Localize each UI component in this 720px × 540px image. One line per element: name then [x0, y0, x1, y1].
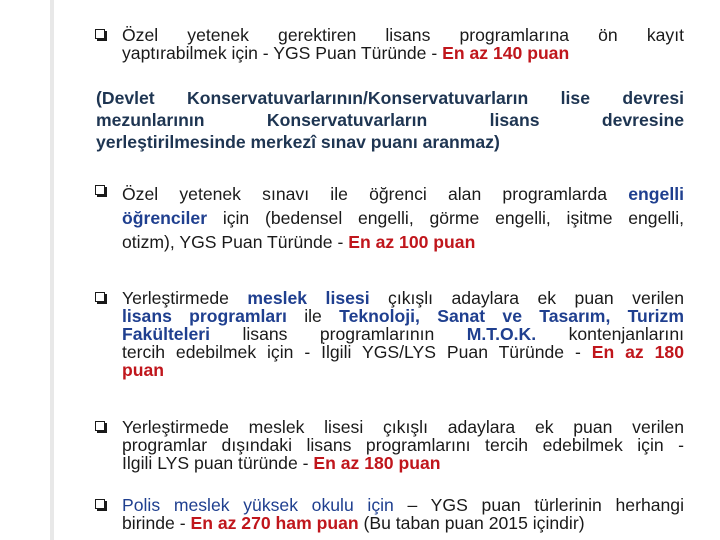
text-run: Fakülteleri: [122, 324, 211, 344]
text-line: [122, 307, 684, 325]
text-run: En az 140 puan: [442, 43, 570, 63]
text-run: yaptırabilmek için - YGS Puan Türünde -: [122, 43, 443, 63]
text-run: (Devlet Konservatuvarlarının/Konservatuvarların lise devresi: [96, 88, 684, 108]
text-run: En az 100 puan: [348, 232, 476, 252]
text-run: için (bedensel engelli, görme engelli, işitme engelli,: [207, 208, 684, 228]
text-run: – YGS puan türlerinin herhangi: [393, 495, 684, 515]
text-run: otizm), YGS Puan Türünde -: [122, 232, 349, 252]
note-paragraph: [96, 87, 684, 153]
item-text: [122, 182, 684, 254]
item-text: [122, 289, 684, 379]
text-line: [122, 436, 684, 454]
list-item-3: [122, 289, 684, 379]
text-line: [122, 26, 684, 44]
text-run: tercih edebilmek için - İlgili YGS/LYS Puan Türünde -: [122, 342, 592, 362]
text-run: (Bu taban puan 2015 içindir): [358, 513, 585, 533]
text-run: Özel yetenek sınavı ile öğrenci alan programlarda: [122, 184, 629, 204]
text-run: lisans programlarının: [210, 324, 467, 344]
list-item-4: [122, 418, 684, 472]
text-run: birinde -: [122, 513, 191, 533]
text-line: [122, 514, 684, 532]
text-run: programlar dışındaki lisans programlarını tercih edebilmek için -: [122, 435, 684, 455]
text-run: M.T.O.K.: [466, 324, 537, 344]
text-line: [122, 361, 684, 379]
text-line: [122, 182, 684, 206]
text-run: Teknoloji, Sanat ve Tasarım, Turizm: [339, 306, 684, 326]
text-run: ile: [286, 306, 340, 326]
text-line: [122, 496, 684, 514]
checkbox-bullet-icon: [95, 421, 105, 431]
text-line: [122, 230, 684, 254]
text-line: [122, 44, 684, 62]
text-line: [122, 343, 684, 361]
text-run: Yerleştirmede: [122, 288, 248, 308]
list-item-0: [122, 26, 684, 62]
text-run: kontenjanlarını: [536, 324, 684, 344]
slide-border: [50, 0, 54, 540]
list-item-2: [122, 182, 684, 254]
text-run: meslek lisesi: [247, 288, 370, 308]
text-line: [122, 418, 684, 436]
checkbox-bullet-icon: [95, 185, 105, 195]
text-line: [96, 131, 684, 153]
note-text: [96, 87, 684, 153]
text-line: [96, 109, 684, 131]
text-line: [122, 454, 684, 472]
text-run: En az 180 puan: [313, 453, 441, 473]
text-run: En az 270 ham puan: [190, 513, 359, 533]
text-run: lisans programları: [122, 306, 287, 326]
text-run: Polis meslek yüksek okulu için: [122, 495, 394, 515]
list-item-5: [122, 496, 684, 532]
text-run: mezunlarının Konservatuvarların lisans devresine: [96, 110, 684, 130]
text-run: yerleştirilmesinde merkezî sınav puanı aranmaz): [96, 132, 500, 152]
text-run: engelli: [628, 184, 684, 204]
text-run: Yerleştirmede meslek lisesi çıkışlı adaylara ek puan verilen: [122, 417, 684, 437]
text-run: Özel yetenek gerektiren lisans programlarına ön kayıt: [122, 25, 684, 45]
checkbox-bullet-icon: [95, 499, 105, 509]
item-text: [122, 26, 684, 62]
text-line: [96, 87, 684, 109]
text-run: İlgili LYS puan türünde -: [122, 453, 314, 473]
checkbox-bullet-icon: [95, 29, 105, 39]
item-text: [122, 418, 684, 472]
text-run: puan: [122, 360, 165, 380]
text-line: [122, 325, 684, 343]
text-line: [122, 206, 684, 230]
text-run: En az 180: [591, 342, 684, 362]
item-text: [122, 496, 684, 532]
text-run: öğrenciler: [122, 208, 208, 228]
text-line: [122, 289, 684, 307]
checkbox-bullet-icon: [95, 292, 105, 302]
text-run: çıkışlı adaylara ek puan verilen: [369, 288, 684, 308]
